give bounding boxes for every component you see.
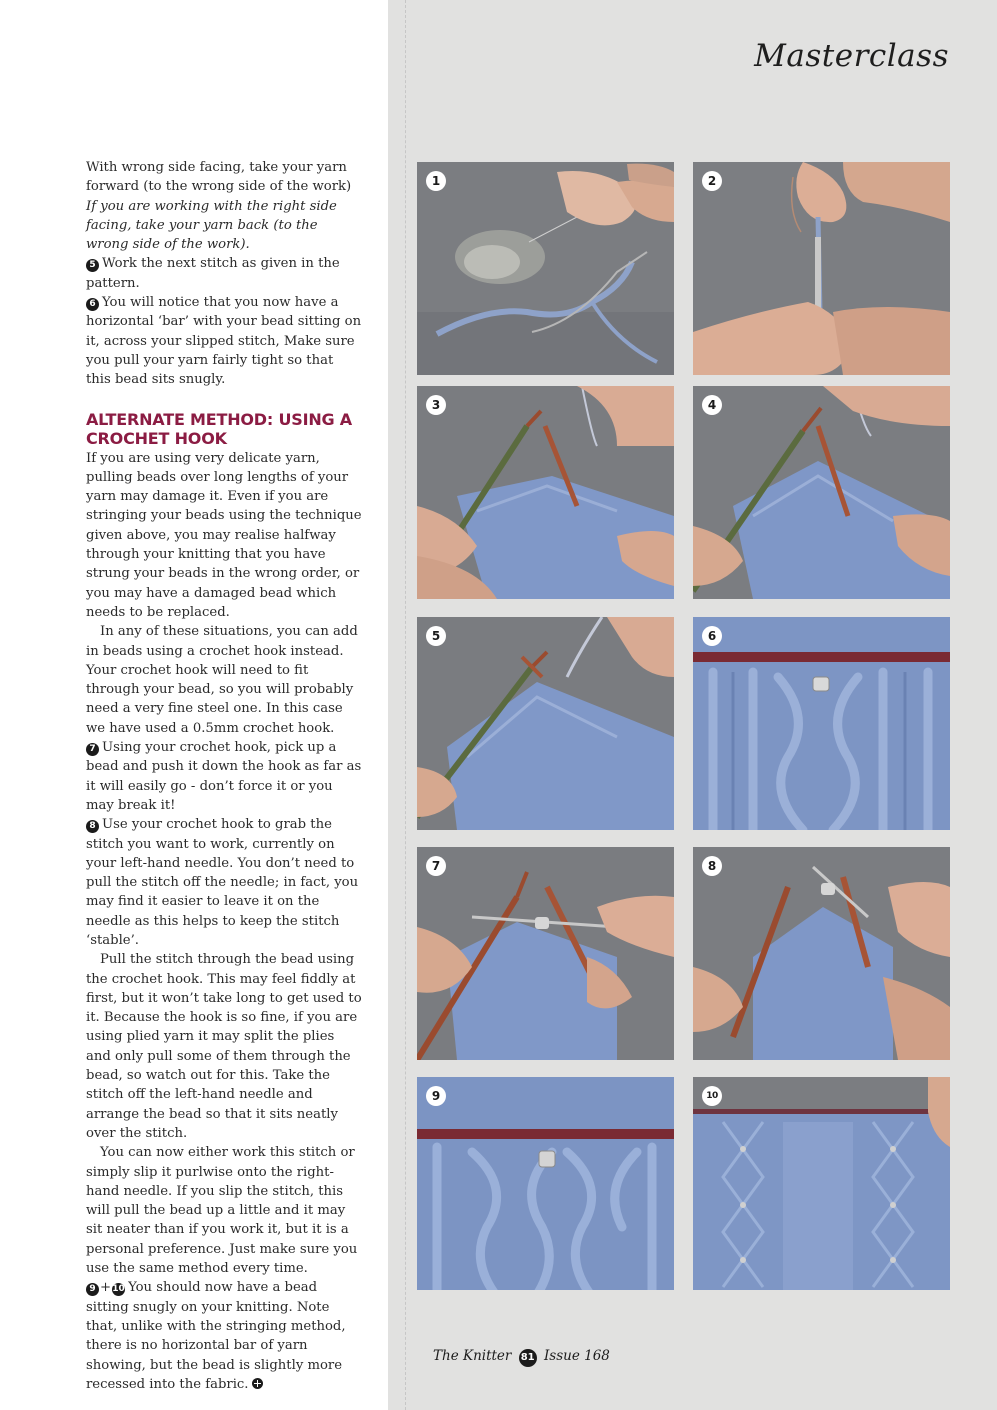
step-number-badge: 7 (86, 743, 99, 756)
step-number-badge: 9 (86, 1283, 99, 1296)
page-footer (433, 1348, 610, 1367)
step-number-badge: 10 (112, 1284, 125, 1295)
paragraph-crochet-hook: In any of these situations, you can add in beads using a crochet hook instead. Your crochet hook will need to fit through your bead, so you will probably need a very fine steel one. In this case we have used a 0.5mm crochet hook. (86, 624, 358, 736)
step-8: 8 Use your crochet hook to grab the stitch you want to work, currently on your left-hand needle. You don’t need to pull the stitch off the needle; in fact, you may find it easier to leave it on the needle as this helps to keep the stitch ‘stable’. (86, 817, 359, 948)
step-5: 5 Work the next stitch as given in the pattern. (86, 256, 340, 291)
photo-number-badge: 3 (426, 395, 446, 415)
section-heading: ALTERNATE METHOD: USING A CROCHET HOOK (86, 409, 352, 448)
article-text-column (86, 158, 362, 1394)
step-photo-7 (417, 847, 674, 1060)
section-title: Masterclass (754, 38, 949, 74)
right-side-note: If you are working with the right side facing, take your yarn back (to the wrong side of the work). (86, 198, 337, 253)
paragraph-slip-stitch: You can now either work this stitch or simply slip it purlwise onto the right-hand needle. If you slip the stitch, this will pull the bead up a little and it may sit neater than if you work it, but it is a personal preference. Just make sure you use the same method every time. (86, 1145, 358, 1277)
issue-number: Issue 168 (543, 1348, 610, 1364)
photo-number-badge: 2 (702, 171, 722, 191)
paragraph-pull-stitch: Pull the stitch through the bead using the crochet hook. This may feel fiddly at first, but it won’t take long to get used to it. Because the hook is so fine, if you are using plied yarn it may split the plies and only pull some of them through the bead, so watch out for this. Take the stitch off the left-hand needle and arrange the bead so that it sits neatly over the stitch. (86, 952, 362, 1141)
photo-number-badge: 8 (702, 856, 722, 876)
photo-number-badge: 10 (702, 1086, 722, 1106)
step-7: 7 Using your crochet hook, pick up a bead and push it down the hook as far as it will easily go - don’t force it or you may break it! (86, 740, 362, 813)
step-photo-10 (693, 1077, 950, 1290)
intro-paragraph: With wrong side facing, take your yarn forward (to the wrong side of the work) If you are working with the right side facing, take your yarn back (to the wrong side of the work). (86, 160, 352, 253)
photo-number-badge: 4 (702, 395, 722, 415)
photo-number-badge: 1 (426, 171, 446, 191)
article-end-icon (252, 1378, 263, 1389)
step-6: 6 You will notice that you now have a horizontal ‘bar’ with your bead sitting on it, across your slipped stitch, Make sure you pull your yarn fairly tight so that this bead sits snugly. (86, 295, 362, 388)
step-photo-5 (417, 617, 674, 830)
step-number-badge: 6 (86, 298, 99, 311)
photo-number-badge: 7 (426, 856, 446, 876)
magazine-name: The Knitter (433, 1348, 512, 1364)
step-number-badge: 5 (86, 259, 99, 272)
step-9-10: 9 +10 You should now have a bead sitting snugly on your knitting. Note that, unlike with the stringing method, there is no horizontal bar of yarn showing, but the bead is slightly more recessed into the fabric. (86, 1280, 346, 1392)
paragraph-delicate-yarn: If you are using very delicate yarn, pulling beads over long lengths of your yarn may damage it. Even if you are stringing your beads using the technique given above, you may realise halfway through your knitting that you have strung your beads in the wrong order, or you may have a damaged bead which needs to be replaced. (86, 450, 362, 620)
step-photo-9 (417, 1077, 674, 1290)
step-number-badge: 8 (86, 820, 99, 833)
step-photo-2 (693, 162, 950, 375)
photo-number-badge: 9 (426, 1086, 446, 1106)
photo-number-badge: 6 (702, 626, 722, 646)
step-photo-3 (417, 386, 674, 599)
step-photo-8 (693, 847, 950, 1060)
step-photo-4 (693, 386, 950, 599)
photo-number-badge: 5 (426, 626, 446, 646)
step-photo-6 (693, 617, 950, 830)
page-gutter-divider (405, 0, 406, 1410)
step-photo-1 (417, 162, 674, 375)
page-number: 81 (519, 1349, 537, 1367)
